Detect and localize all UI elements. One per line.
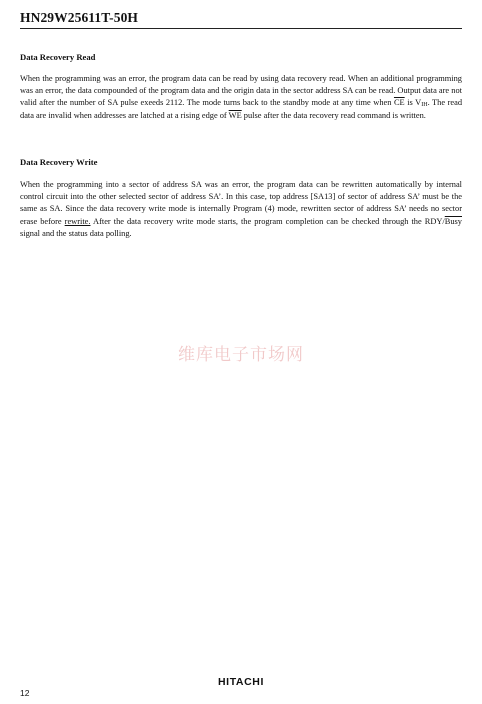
- text: When the programming into a sector of address SA was an error, the program data can be rewritten automatically by internal control circuit into the other selected sector of address SA’. In this case, top address [SA13] of sector of address SA’ must be the same as SA. Since the data recovery write mode is internally Program (4) mode, rewritten sector of address SA’ needs no sector erase before: [20, 180, 462, 226]
- we-signal: $\overline{WE}$: [228, 110, 242, 120]
- ce-signal: $\overline{CE}$: [393, 98, 405, 108]
- document-title: HN29W25611T-50H: [20, 10, 139, 25]
- text: When the programming was an error, the program data can be read by using data recovery read. When an additional programming was an error, the data compounded of the program data and the origin data in the sector address SA can be read. Output data are not valid after the number of SA pulse exeeds 2112. The mode turns back to the standby mode at any time when: [20, 74, 462, 108]
- page-number: 12: [20, 688, 30, 698]
- section-heading-recovery-read: Data Recovery Read: [20, 52, 96, 62]
- section-heading-recovery-write: Data Recovery Write: [20, 157, 98, 167]
- paragraph-recovery-write: [20, 179, 462, 240]
- text: is V: [404, 98, 422, 108]
- subscript: IH: [421, 102, 428, 109]
- text: signal and the status data polling.: [20, 228, 132, 238]
- text: pulse after the data recovery read command is written.: [241, 110, 426, 120]
- text: . The read data are invalid when addresses are latched at a rising edge of: [20, 98, 463, 120]
- header-rule: [20, 28, 462, 29]
- rewrite-underlined: rewrite.: [64, 216, 91, 226]
- busy-signal: Busy: [444, 216, 462, 226]
- hitachi-logo: HITACHI: [218, 676, 264, 688]
- text: After the data recovery write mode starts, the program completion can be checked through the RDY/: [90, 216, 445, 226]
- watermark: 维库电子市场网: [178, 345, 304, 365]
- paragraph-recovery-read: [20, 73, 462, 122]
